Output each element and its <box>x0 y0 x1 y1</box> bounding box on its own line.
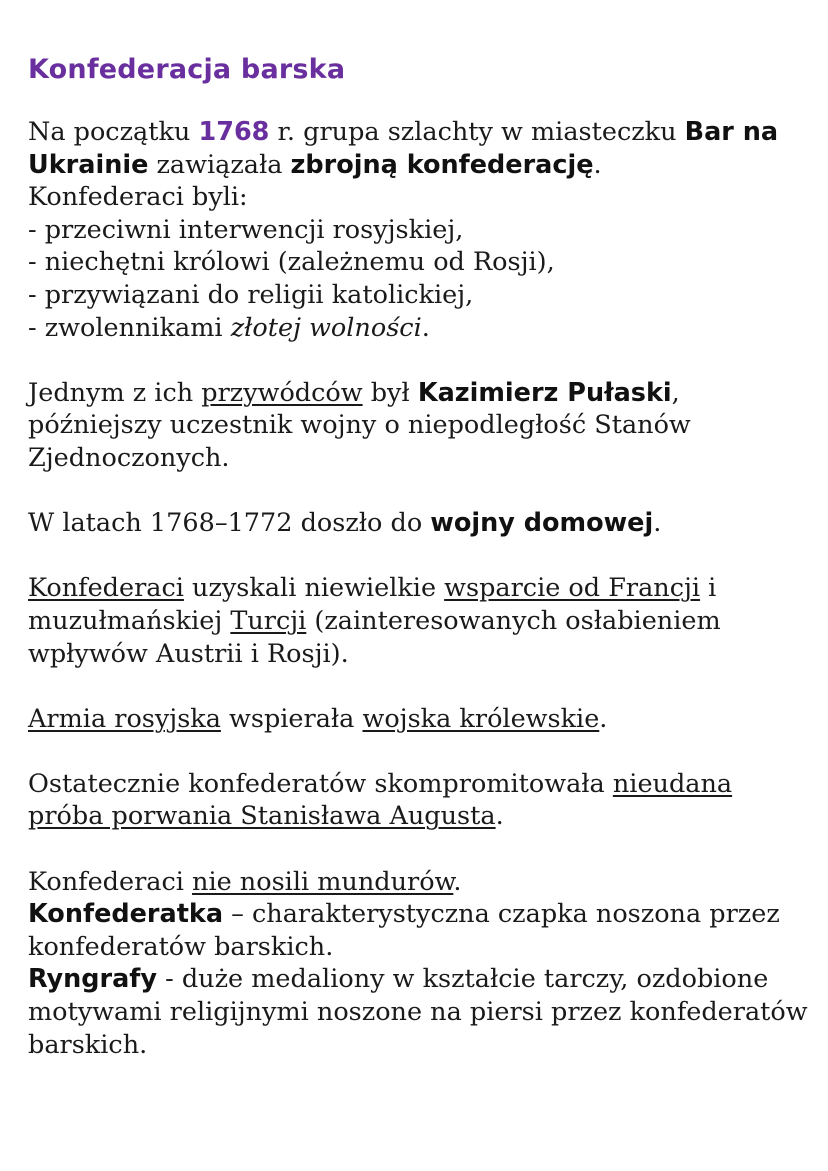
page-title: Konfederacja barska <box>28 54 346 85</box>
text: (zainteresowanych osłabieniem wpływów Austrii i Rosji). <box>28 605 721 669</box>
text: był <box>362 377 418 408</box>
paragraph-civil-war <box>28 507 808 540</box>
paragraph-kidnapping <box>28 768 808 833</box>
text: – charakterystyczna czapka noszona przez konfederatów barskich. <box>28 899 780 962</box>
bold-place: Bar na Ukrainie <box>28 117 779 180</box>
document-page <box>28 50 808 1094</box>
underlined-no-uniforms: nie nosili mundurów <box>192 866 454 897</box>
underlined-royal-troops: wojska królewskie <box>362 703 600 734</box>
text: . <box>653 508 662 539</box>
paragraph-attire <box>28 866 808 1062</box>
text: i muzułmańskiej <box>28 573 717 636</box>
list-intro: Konfederaci byli: <box>28 182 248 213</box>
text: . <box>421 312 430 343</box>
underlined-confederates: Konfederaci <box>28 573 184 604</box>
list-item: - niechętni królowi (zależnemu od Rosji), <box>28 247 555 278</box>
text: wspierała <box>220 703 363 734</box>
text: - zwolennikami <box>28 312 231 343</box>
bold-term: Ryngrafy <box>28 964 158 995</box>
definition-konfederatka <box>28 898 808 963</box>
text: Konfederaci <box>28 866 193 897</box>
text: , późniejszy uczestnik wojny o niepodległość Stanów Zjednoczonych. <box>28 377 691 473</box>
paragraph-foreign-support <box>28 572 808 670</box>
text: W latach 1768–1772 doszło do <box>28 508 431 539</box>
underlined-russian-army: Armia rosyjska <box>28 703 221 734</box>
bold-civil-war: wojny domowej <box>430 508 654 539</box>
list-item: - przeciwni interwencji rosyjskiej, <box>28 214 464 245</box>
text: Na początku <box>28 117 199 147</box>
text: uzyskali niewielkie <box>183 573 445 604</box>
bold-pulaski: Kazimierz Pułaski <box>417 377 672 408</box>
paragraph-russian-army <box>28 703 808 736</box>
text: Ostatecznie konfederatów skompromitowała <box>28 768 613 799</box>
list-item <box>28 312 808 345</box>
bold-armed-confederation: zbrojną konfederację <box>290 149 594 180</box>
text: . <box>599 703 608 734</box>
text: . <box>593 149 602 180</box>
text: r. grupa szlachty w miasteczku <box>269 117 685 147</box>
bold-term: Konfederatka <box>28 899 224 930</box>
underlined-leaders: przywódców <box>201 377 363 408</box>
underlined-kidnapping-attempt: nieudana próba porwania Stanisława Augusta <box>28 768 733 832</box>
text: zawiązała <box>148 149 291 180</box>
text: . <box>453 866 462 897</box>
underlined-turkey: Turcji <box>230 605 307 636</box>
text: . <box>495 801 504 832</box>
highlight-year: 1768 <box>198 117 270 147</box>
definition-ryngrafy <box>28 963 808 1061</box>
paragraph-origins <box>28 116 808 344</box>
text: - duże medaliony w kształcie tarczy, ozdobione motywami religijnymi noszone na piersi przez konfederatów barskich. <box>28 964 808 1060</box>
paragraph-leaders <box>28 377 808 475</box>
list-item: - przywiązani do religii katolickiej, <box>28 279 474 310</box>
italic-golden-freedom: złotej wolności <box>230 312 422 343</box>
text: Jednym z ich <box>28 377 202 408</box>
underlined-france-support: wsparcie od Francji <box>444 573 701 604</box>
